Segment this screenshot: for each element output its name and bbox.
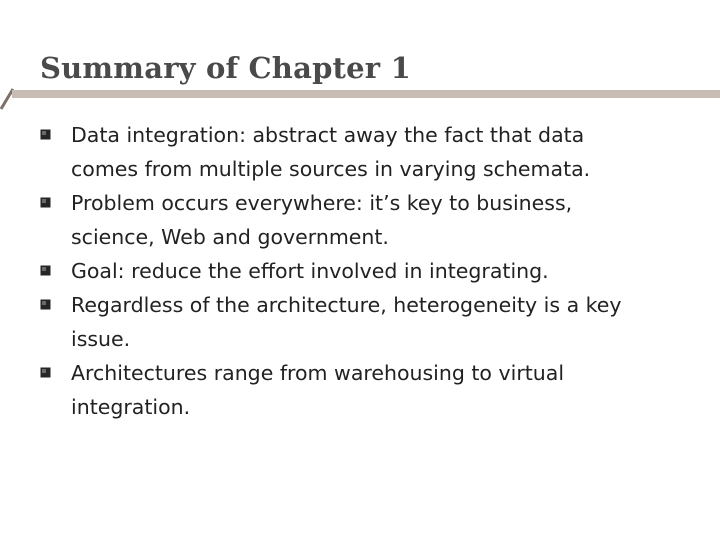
square-bullet-icon [40, 129, 51, 140]
square-bullet-icon [40, 367, 51, 378]
bullet-item [38, 254, 698, 288]
square-bullet-icon [40, 197, 51, 208]
square-bullet-icon [40, 265, 51, 276]
bullet-item [38, 118, 698, 186]
bullet-text-line: Problem occurs everywhere: it’s key to business, [71, 191, 573, 215]
bullet-item [38, 288, 698, 356]
bullet-text-line: Data integration: abstract away the fact that data [71, 123, 585, 147]
bullet-item [38, 186, 698, 254]
bullet-text-line: Architectures range from warehousing to virtual [71, 361, 565, 385]
bullet-text-line: comes from multiple sources in varying schemata. [71, 157, 591, 181]
bullet-text-line: science, Web and government. [71, 225, 389, 249]
bullet-list [38, 118, 698, 424]
bullet-text-line: Regardless of the architecture, heterogeneity is a key [71, 293, 622, 317]
title-underline-bar [12, 90, 720, 98]
bullet-text-line: Goal: reduce the effort involved in integrating. [71, 259, 549, 283]
slide-title: Summary of Chapter 1 [40, 51, 411, 85]
bullet-text-line: issue. [71, 327, 131, 351]
bullet-item [38, 356, 698, 424]
square-bullet-icon [40, 299, 51, 310]
bullet-text-line: integration. [71, 395, 191, 419]
